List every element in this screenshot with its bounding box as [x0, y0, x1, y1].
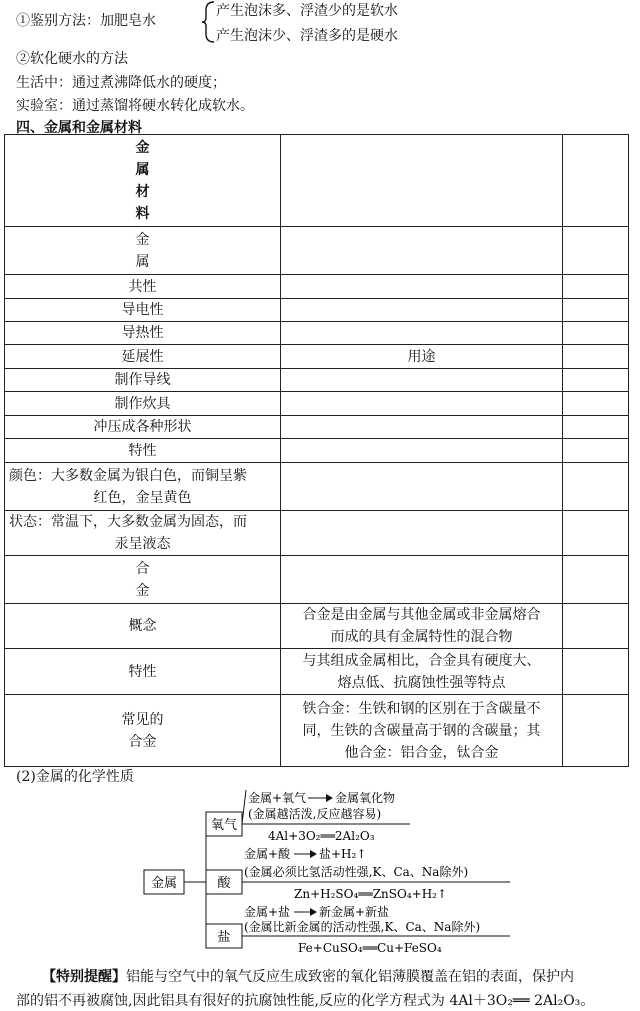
- alloy-property-desc: 与其组成金属相比，合金具有硬度大、 熔点低、抗腐蚀性强等特点: [281, 649, 563, 695]
- acid-line2: (金属必须比氢活动性强,K、Ca、Na除外): [244, 865, 469, 879]
- salt-equation: Fe+CuSO₄══Cu+FeSO₄: [298, 941, 442, 955]
- use-cookware: 制作炊具: [5, 392, 281, 416]
- arrow-icon: [310, 908, 317, 916]
- common-alloys: 常见的 合金: [5, 695, 281, 767]
- table-row: [5, 392, 629, 416]
- salt-line1: 金属+盐: [244, 905, 291, 919]
- ductility: 延展性: [5, 345, 281, 369]
- salt-label: 盐: [217, 930, 231, 945]
- conductivity: 导电性: [5, 299, 281, 322]
- acid-equation: Zn+H₂SO₄══ZnSO₄+H₂↑: [294, 887, 448, 901]
- special-note-label: 【特别提醒】: [42, 969, 126, 985]
- metal-materials-table: [4, 134, 629, 767]
- color-property: 颜色：大多数金属为银白色，而铜呈紫 红色，金呈黄色: [5, 463, 281, 511]
- oxygen-label: 氧气: [210, 818, 238, 833]
- table-row: [5, 439, 629, 463]
- salt-line2: (金属比新金属的活动性强,K、Ca、Na除外): [244, 920, 481, 934]
- identify-method-label: ①鉴别方法：加肥皂水: [16, 13, 156, 29]
- root-label: 金属: [150, 876, 178, 891]
- soften-life: 生活中：通过煮沸降低水的硬度；: [16, 75, 226, 91]
- use-wire: 制作导线: [5, 369, 281, 392]
- table-row: [5, 322, 629, 345]
- table-row: [5, 604, 629, 649]
- oxygen-line2: (金属越活泼,反应越容易): [248, 807, 382, 821]
- state-property: 状态：常温下，大多数金属为固态，而 汞呈液态: [5, 511, 281, 556]
- special-note-line2: 部的铝不再被腐蚀,因此铝具有很好的抗腐蚀性能,反应的化学方程式为 4Al＋3O₂══ 2Al₂O₃。: [16, 993, 595, 1009]
- thermal-conductivity: 导热性: [5, 322, 281, 345]
- oxygen-equation: 4Al+3O₂══2Al₂O₃: [268, 829, 375, 843]
- table-row: [5, 275, 629, 299]
- acid-product: 盐+H₂↑: [319, 847, 367, 861]
- metal-materials-cell: 金 属 材 料: [5, 135, 281, 227]
- acid-line1: 金属+酸: [244, 847, 291, 861]
- table-row: [5, 416, 629, 439]
- special-note-line1: 【特别提醒】铝能与空气中的氧气反应生成致密的氧化铝薄膜覆盖在铝的表面，保护内: [42, 969, 574, 985]
- alloy-concept: 概念: [5, 604, 281, 649]
- acid-label: 酸: [217, 876, 231, 891]
- salt-product: 新金属+新盐: [319, 905, 390, 919]
- table-row: [5, 369, 629, 392]
- table-row: [5, 135, 629, 227]
- table-row: [5, 345, 629, 369]
- oxygen-line1: 金属+氧气: [248, 791, 307, 805]
- soften-title: ②软化硬水的方法: [16, 51, 128, 67]
- arrow-icon: [310, 850, 317, 858]
- alloy-cell: 合 金: [5, 556, 281, 604]
- metal-cell: 金 属: [5, 227, 281, 275]
- table-row: [5, 695, 629, 767]
- common-alloys-desc: 铁合金：生铁和钢的区别在于含碳量不 同，生铁的含碳量高于钢的含碳量；其 他合金：铝合金，钛合金: [281, 695, 563, 767]
- metal-reactions-diagram: [140, 788, 520, 958]
- special-property: 特性: [5, 439, 281, 463]
- oxygen-product: 金属氧化物: [335, 791, 396, 805]
- section-title: 四、金属和金属材料: [16, 120, 142, 136]
- usage-header: 用途: [281, 345, 563, 369]
- chem-properties-title: (2)金属的化学性质: [16, 769, 134, 785]
- table-row: [5, 299, 629, 322]
- table-row: [5, 649, 629, 695]
- identify-hard-water: 产生泡沫少、浮渣多的是硬水: [216, 28, 398, 44]
- table-row: [5, 463, 629, 511]
- soften-lab: 实验室：通过蒸馏将硬水转化成软水。: [16, 98, 254, 114]
- alloy-concept-desc: 合金是由金属与其他金属或非金属熔合 而成的具有金属特性的混合物: [281, 604, 563, 649]
- common-property: 共性: [5, 275, 281, 299]
- table-row: [5, 556, 629, 604]
- arrow-icon: [326, 794, 333, 802]
- table-row: [5, 511, 629, 556]
- alloy-property: 特性: [5, 649, 281, 695]
- table-row: [5, 227, 629, 275]
- identify-soft-water: 产生泡沫多、浮渣少的是软水: [216, 3, 398, 19]
- use-stamping: 冲压成各种形状: [5, 416, 281, 439]
